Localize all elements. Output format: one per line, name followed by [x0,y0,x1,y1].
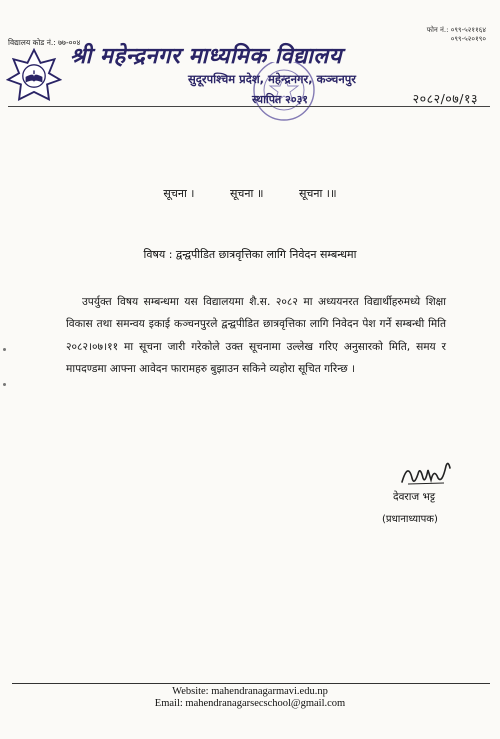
footer-website: Website: mahendranagarmavi.edu.np [172,686,328,697]
footer-divider [12,683,490,684]
school-logo-icon [6,48,62,104]
punch-mark [3,348,6,351]
footer-email: Email: mahendranagarsecschool@gmail.com [154,698,346,709]
school-address: सुदूरपश्चिम प्रदेश, महेन्द्रनगर, कञ्चनपुर [188,72,356,86]
notice-subject: विषय : द्वन्द्वपीडित छात्रवृत्तिका लागि निवेदन सम्बन्धमा [143,248,357,261]
notice-heading [0,186,500,201]
signature-mark-icon [398,456,454,490]
established-year: स्थापित २०३१ [252,93,309,106]
school-code: विद्यालय कोड नं.: ७७-००४ [8,38,81,47]
notice-date: २०८२/०७/१३ [412,91,478,106]
notice-body: उपर्युक्त विषय सम्बन्धमा यस विद्यालयमा शै.स. २०८२ मा अध्ययनरत विद्यार्थीहरुमध्ये शिक्षा विकास तथा समन्वय इकाई कञ्चनपुरले द्वन्द्वपीडित छात्रवृत्तिका लागि निवेदन पेश गर्ने सम्बन्धी मिति २०८२।०७।११ मा सूचना जारी गरेकोले उक्त सूचनामा उल्लेख गरिए अनुसारको मिति, समय र मापदण्डमा आफ्ना आवेदन फारामहरु बुझाउन सकिने व्यहोरा सूचित गरिन्छ । [66,296,446,376]
punch-mark [3,383,6,386]
header-divider [8,106,490,107]
phone-number-1: फोन नं.: ०९९-५२११६४ [426,26,486,34]
signatory-title: (प्रधानाध्यापक) [382,514,438,525]
notice-word-2: सूचना ॥ [229,187,264,200]
signatory-name: देवराज भट्ट [393,491,436,503]
phone-number-2: ०९९-५२०१९० [450,35,486,43]
school-name: श्री महेन्द्रनगर माध्यमिक विद्यालय [70,44,342,69]
notice-word-3: सूचना ।॥ [298,187,337,200]
notice-word-1: सूचना । [163,187,195,200]
